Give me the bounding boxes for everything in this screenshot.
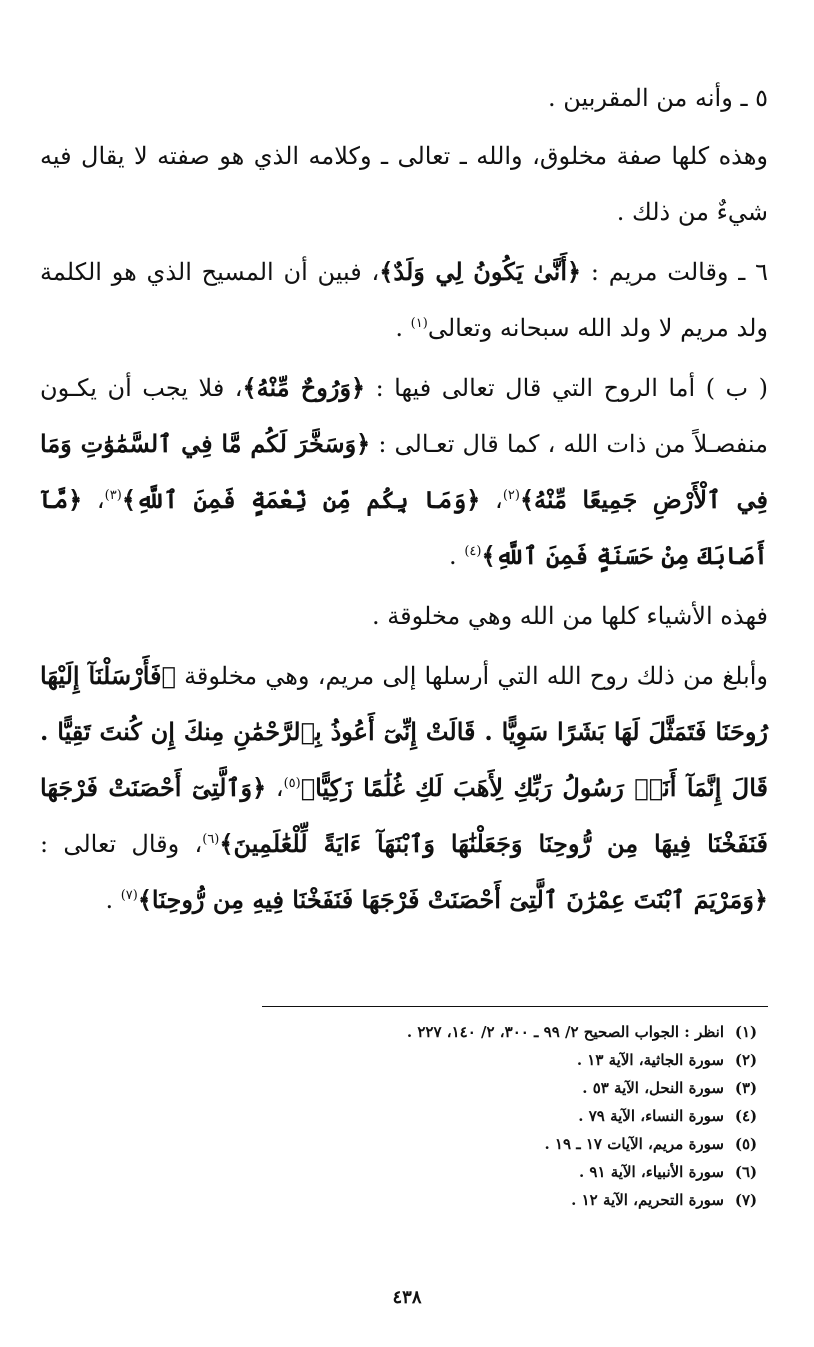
footnote-text: سورة النحل، الآية ٥٣ .: [582, 1079, 724, 1097]
quran-verse: ﴿وَسَخَّرَ لَكُم مَّا فِي ٱلسَّمَٰوَٰتِ وَمَا فِي ٱلْأَرْضِ جَمِيعًا مِّنْهُ﴾: [40, 429, 769, 514]
text-segment: ، وقال تعالى :: [40, 830, 203, 858]
footnote-text: سورة التحريم، الآية ١٢ .: [571, 1191, 724, 1209]
footnote-number: (٤): [734, 1107, 758, 1125]
footnote-divider: [262, 1006, 768, 1007]
footnote-text: سورة الجاثية، الآية ١٣ .: [576, 1051, 724, 1069]
footnotes: [262, 1018, 768, 1214]
footnote-ref: (٧): [120, 888, 138, 903]
main-text: [40, 70, 768, 928]
text-segment: ،: [82, 486, 105, 514]
footnote-item: [262, 1018, 768, 1046]
footnote-item: [262, 1186, 768, 1214]
footnote-text: سورة النساء، الآية ٧٩ .: [578, 1107, 724, 1125]
footnote-ref: (٥): [283, 776, 301, 791]
quran-verse: ﴿وَمَرْيَمَ ٱبْنَتَ عِمْرَٰنَ ٱلَّتِىٓ أَحْصَنَتْ فَرْجَهَا فَنَفَخْنَا فِيهِ مِن رُّوحِنَا﴾: [137, 885, 768, 914]
footnote-text: سورة مريم، الآيات ١٧ ـ ١٩ .: [544, 1135, 724, 1153]
footnote-item: [262, 1074, 768, 1102]
footnote-number: (٧): [734, 1191, 758, 1209]
footnote-ref: (٤): [464, 544, 482, 559]
footnote-text: انظر : الجواب الصحيح ٢/ ٩٩ ـ ٣٠٠، ٢/ ١٤٠، ٢٢٧ .: [406, 1023, 724, 1041]
text-segment: ، فبين أن المسيح الذي هو الكلمة ولد مريم لا ولد الله سبحانه وتعالى: [40, 258, 768, 342]
footnote-ref: (٢): [502, 488, 520, 503]
quran-verse: ﴿أَنَّىٰ يَكُونُ لِي وَلَدٌ﴾: [379, 257, 582, 286]
footnote-item: [262, 1130, 768, 1158]
text-segment: ،: [480, 486, 503, 514]
footnote-ref: (١): [410, 316, 428, 331]
paragraph-point-6: [40, 244, 768, 356]
paragraph-point-5: ٥ ـ وأنه من المقربين .: [547, 84, 768, 112]
text-segment: وأبلغ من ذلك روح الله التي أرسلها إلى مريم، وهي مخلوقة: [175, 662, 768, 690]
footnote-item: [262, 1158, 768, 1186]
text-segment: ( ب ) أما الروح التي قال تعالى فيها :: [365, 374, 768, 402]
text-segment: .: [105, 886, 121, 914]
footnote-ref: (٣): [104, 488, 122, 503]
page-number: ٤٣٨: [392, 1287, 422, 1308]
paragraph-created-attribute: وهذه كلها صفة مخلوق، والله ـ تعالى ـ وكلامه الذي هو صفته لا يقال فيه شيءٌ من ذلك .: [40, 142, 768, 226]
footnote-text: سورة الأنبياء، الآية ٩١ .: [578, 1163, 724, 1181]
footnote-item: [262, 1102, 768, 1130]
paragraph-section-b: [40, 360, 768, 584]
footnote-number: (٦): [734, 1163, 758, 1181]
footnote-number: (٢): [734, 1051, 758, 1069]
paragraph-spirit-of-god: [40, 648, 768, 928]
footnote-number: (١): [734, 1023, 758, 1041]
text-segment: ٦ ـ وقالت مريم :: [581, 258, 768, 286]
footnote-number: (٥): [734, 1135, 758, 1153]
quran-verse: ﴿مَّآ أَصَابَكَ مِنْ حَسَنَةٍ فَمِنَ ٱللَّهِ﴾: [40, 485, 768, 570]
footnote-item: [262, 1046, 768, 1074]
quran-verse: ﴿وَمَا بِكُم مِّن نِّعْمَةٍ فَمِنَ ٱللَّهِ﴾: [121, 485, 481, 514]
footnote-number: (٣): [734, 1079, 758, 1097]
text-segment: ،: [266, 774, 284, 802]
text-segment: .: [395, 314, 411, 342]
quran-verse: ﴿وَٱلَّتِىٓ أَحْصَنَتْ فَرْجَهَا فَنَفَخْنَا فِيهَا مِن رُّوحِنَا وَجَعَلْنَٰهَا وَٱبْنَهَآ ءَايَةً لِّلْعَٰلَمِينَ﴾: [40, 773, 769, 858]
quran-verse: ﴿فَأَرْسَلْنَآ إِلَيْهَا رُوحَنَا فَتَمَثَّلَ لَهَا بَشَرًا سَوِيًّا . قَالَتْ إِنِّىٓ أَعُوذُ بِٱلرَّحْمَٰنِ مِنكَ إِن كُنتَ تَقِيًّا . قَالَ إِنَّمَآ أَنَا۠ رَسُولُ رَبِّكِ لِأَهَبَ لَكِ غُلَٰمًا زَكِيًّا﴾: [40, 661, 769, 802]
text-segment: .: [449, 542, 465, 570]
quran-verse: ﴿وَرُوحٌ مِّنْهُ﴾: [242, 373, 366, 402]
text-segment: ، فلا يجب أن يكـون منفصـلاً من ذات الله ، كما قال تعـالى :: [40, 374, 768, 458]
paragraph-all-created: فهذه الأشياء كلها من الله وهي مخلوقة .: [372, 602, 768, 630]
footnote-ref: (٦): [202, 832, 220, 847]
